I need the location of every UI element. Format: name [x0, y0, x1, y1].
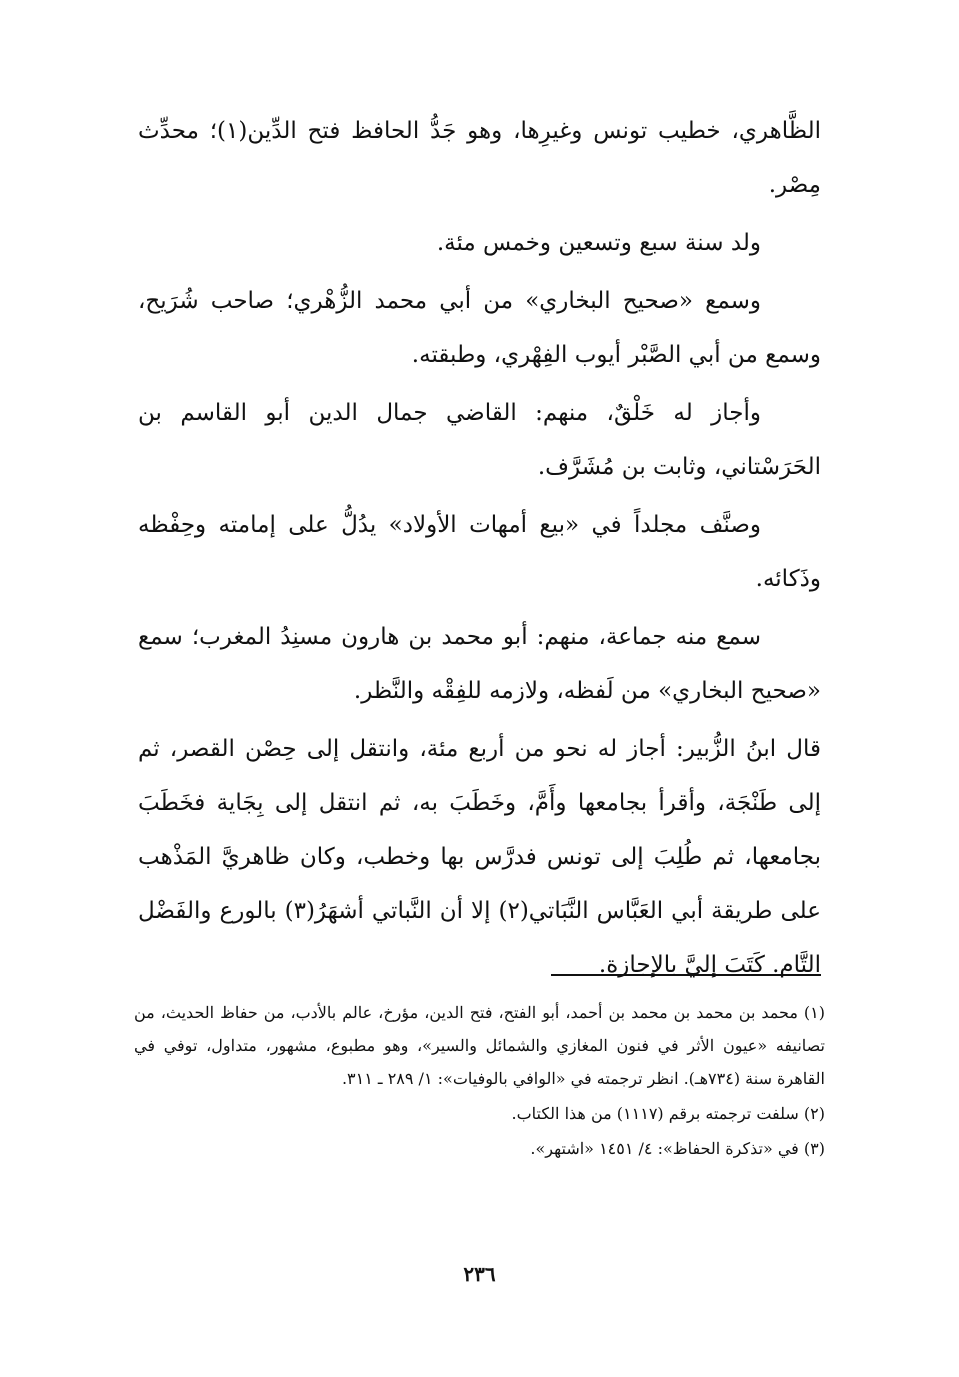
paragraph-3: وسمع «صحيح البخاري» من أبي محمد الزُّهْري؛ صاحب شُرَيح، وسمع من أبي الصَّبْر أيوب الفِهْري، وطبقته.: [138, 288, 821, 368]
paragraph-6: سمع منه جماعة، منهم: أبو محمد بن هارون مسنِدُ المغرب؛ سمع «صحيح البخاري» من لَفظه، ولازمه للفِقْه والنَّظر.: [138, 624, 821, 704]
footnote-divider: [551, 974, 821, 976]
paragraph-7: قال ابنُ الزُّبير: أجاز له نحو من أربع مئة، وانتقل إلى حِصْن القصر، ثم إلى طَنْجَة، وأقرأ بجامعها وأَمَّ، وخَطَبَ به، ثم انتقل إلى بِجَاية فخَطَبَ بجامعها، ثم طُلِبَ إلى تونس فدرَّس بها وخطب، وكان ظاهريَّ المَذْهب على طريقة أبي العَبَّاس النَّبَاتي(٢) إلا أن النَّباتي أشهَرُ(٣) بالورع والفَضْل التَّام. كَتَبَ إليَّ بالإجازة.: [138, 736, 821, 978]
paragraph-2: ولد سنة سبع وتسعين وخمس مئة.: [436, 230, 761, 256]
paragraph-5: وصنَّف مجلداً في «بيع أمهات الأولاد» يدُلُّ على إمامته وحِفْظه وذَكائه.: [138, 512, 821, 592]
footnote-1: (١) محمد بن محمد بن محمد بن أحمد، أبو الفتح، فتح الدين، مؤرخ، عالم بالأدب، من حفاظ الحديث، من تصانيفه «عيون الأثر في فنون المغازي والشمائل والسير»، وهو مطبوع، مشهور، متداول، توفي في القاهرة سنة (٧٣٤هـ). انظر ترجمته في «الوافي بالوفيات»: ١/ ٢٨٩ ـ ٣١١.: [134, 1003, 825, 1088]
footnote-3: (٣) في «تذكرة الحفاظ»: ٤/ ١٤٥١ «اشتهر».: [530, 1139, 825, 1158]
footnote-2: (٢) سلفت ترجمته برقم (١١١٧) من هذا الكتاب.: [511, 1104, 825, 1123]
paragraph-4: وأجاز له خَلْقٌ، منهم: القاضي جمال الدين أبو القاسم بن الحَرَسْتاني، وثابت بن مُشَرَّف.: [138, 400, 821, 480]
paragraph-1: الظَّاهري، خطيب تونس وغيرِها، وهو جَدُّ الحافظ فتح الدِّين(١)؛ محدِّث مِصْر.: [138, 118, 821, 198]
main-text: [138, 104, 821, 992]
page-number: ٢٣٦: [463, 1262, 496, 1286]
footnotes: [134, 996, 825, 1167]
